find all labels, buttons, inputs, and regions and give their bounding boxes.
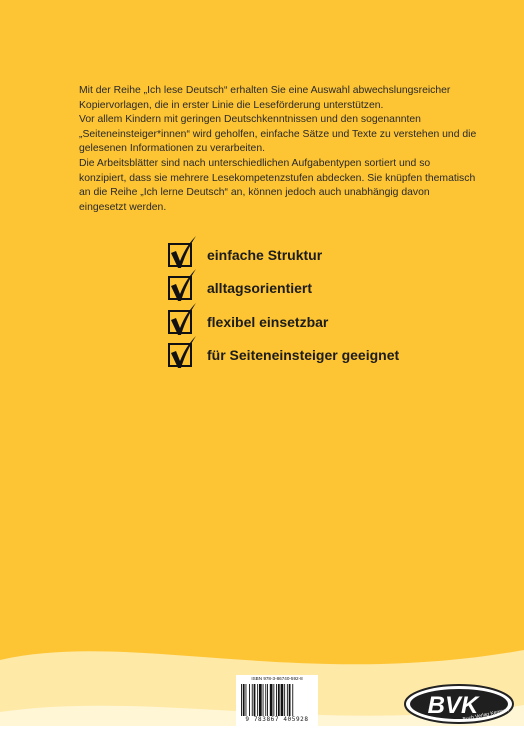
checkmark-icon [167,235,197,269]
feature-label: alltagsorientiert [207,280,313,296]
intro-paragraph: Die Arbeitsblätter sind nach unterschiedlichen Aufgabentypen sortiert und so konzipiert, dass sie mehrere Lesekompetenzstufen abdecken. Sie knüpfen thematisch an die Reihe „Ich lerne Deutsch“ an, können jedoch auch unabhängig davon eingesetzt werden. [79,157,476,213]
feature-item [168,274,399,303]
feature-list [168,240,399,374]
publisher-logo-text: BVK [427,692,479,719]
checkbox-icon [168,343,192,367]
feature-label: einfache Struktur [207,246,323,263]
intro-paragraph: Vor allem Kindern mit geringen Deutschkenntnissen und den sogenannten „Seiteneinsteiger*innen“ wird geholfen, einfache Sätze und Texte zu verstehen und die gelesenen Informationen zu verarbeiten. [79,114,477,155]
intro-paragraph: Mit der Reihe „Ich lese Deutsch“ erhalten Sie eine Auswahl abwechslungsreicher Kopiervorlagen, die in erster Linie die Leseförderung unterstützen. [79,85,451,111]
feature-item [168,341,399,370]
isbn-number: ISBN 978-3-86740-592-8 [251,676,303,681]
publisher-logo [403,682,515,726]
publisher-tagline: Buch Verlag Kempen [462,707,510,723]
feature-item [168,307,399,336]
barcode-bars [241,684,313,716]
feature-label: flexibel einsetzbar [207,313,329,330]
barcode-digits: 9 783867 405928 [245,716,309,723]
intro-text [79,84,479,215]
barcode [236,675,318,726]
feature-item [168,240,399,269]
checkbox-icon [168,243,192,267]
checkmark-icon [167,268,197,302]
checkmark-icon [167,302,197,336]
checkbox-icon [168,310,192,334]
feature-label: für Seiteneinsteiger geeignet [207,347,400,363]
checkmark-icon [167,335,197,369]
checkbox-icon [168,276,192,300]
